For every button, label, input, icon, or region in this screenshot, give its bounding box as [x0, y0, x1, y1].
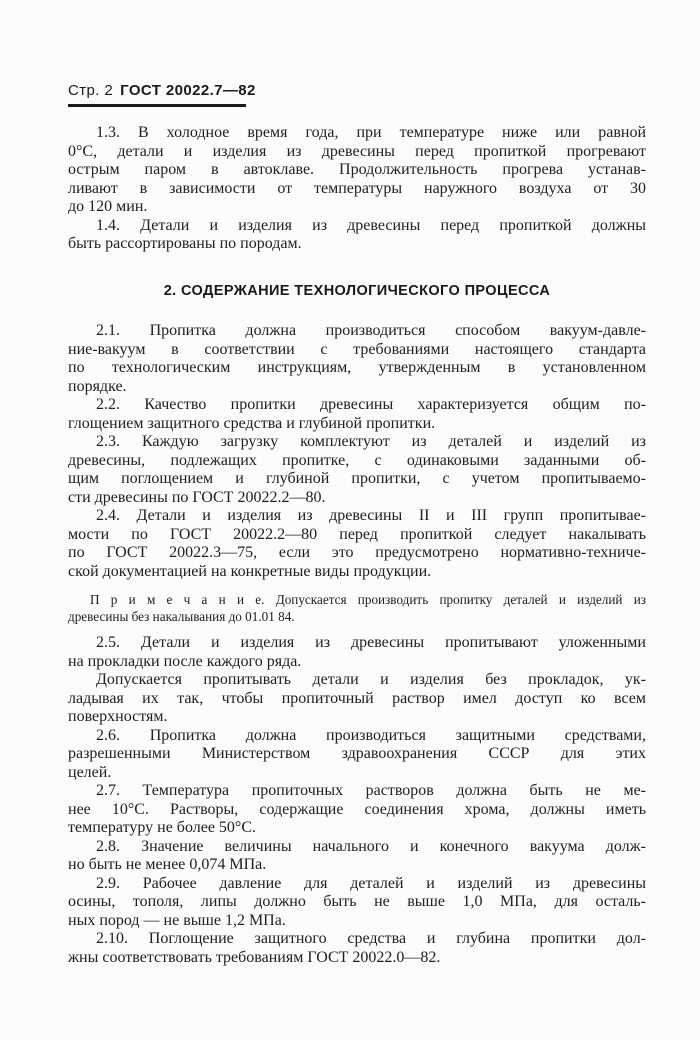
text-line: но быть не менее 0,074 МПа. — [68, 856, 267, 873]
text-line: ных пород — не выше 1,2 МПа. — [68, 911, 286, 929]
text-line: по ГОСТ 20022.3—75, если это предусмотрено нормативно-техниче- — [68, 544, 646, 561]
text-line: 2.9. Рабочее давление для деталей и изделий из древесины — [96, 874, 646, 892]
text-line: по технологическим инструкциям, утвержденным в установленном — [68, 359, 646, 376]
body-paragraph — [68, 124, 646, 217]
text-line: П р и м е ч а н и е. Допускается производить пропитку деталей и изделий из — [90, 592, 646, 607]
text-line: 2.2. Качество пропитки древесины характеризуется общим по- — [96, 396, 646, 413]
body-paragraph — [68, 782, 646, 838]
text-line: ладывая их так, чтобы пропиточный раствор имел доступ ко всем — [68, 689, 646, 707]
document-body — [68, 124, 646, 967]
body-paragraph — [68, 322, 646, 396]
text-line: острым паром в автоклаве. Продолжительность прогрева устанав- — [68, 161, 646, 178]
page-header — [68, 82, 256, 99]
text-line: до 120 мин. — [68, 198, 148, 215]
text-line: быть рассортированы по породам. — [68, 235, 302, 252]
text-line: щим поглощением и глубиной пропитки, с учетом пропитываемо- — [68, 470, 646, 487]
text-line: 2.10. Поглощение защитного средства и глубина пропитки дол- — [96, 930, 646, 947]
body-paragraph — [68, 433, 646, 507]
body-paragraph — [68, 671, 646, 727]
text-line: древесины, подлежащих пропитке, с одинаковыми заданными об- — [68, 451, 646, 469]
body-paragraph — [68, 507, 646, 581]
text-line: на прокладки после каждого ряда. — [68, 652, 302, 670]
text-line: разрешенными Министерством здравоохранения СССР для этих — [68, 745, 646, 762]
body-paragraph — [68, 838, 646, 875]
text-line: жны соответствовать требованиям ГОСТ 20022.0—82. — [68, 948, 441, 966]
text-line: температуру не более 50°С. — [68, 819, 256, 836]
text-line: поверхностям. — [68, 708, 168, 725]
body-paragraph — [68, 634, 646, 671]
text-line: 2.6. Пропитка должна производиться защитными средствами, — [96, 726, 646, 744]
text-line: ние-вакуум в соответствии с требованиями настоящего стандарта — [68, 340, 646, 358]
text-line: глощением защитного средства и глубиной пропитки. — [68, 414, 436, 432]
body-paragraph — [68, 727, 646, 783]
text-line: 2.7. Температура пропиточных растворов должна быть не ме- — [96, 782, 646, 799]
body-paragraph — [68, 875, 646, 931]
text-line: 2.4. Детали и изделия из древесины II и III групп пропитывае- — [96, 507, 646, 524]
text-line: нее 10°С. Растворы, содержащие соединения хрома, должны иметь — [68, 800, 646, 818]
body-paragraph — [68, 930, 646, 967]
header-underline-rule — [68, 104, 246, 107]
text-line: мости по ГОСТ 20022.2—80 перед пропиткой следует накалывать — [68, 525, 646, 543]
text-line: 1.3. В холодное время года, при температуре ниже или равной — [96, 124, 646, 141]
text-line: сти древесины по ГОСТ 20022.2—80. — [68, 488, 326, 506]
page-number-label: Стр. 2 — [68, 82, 114, 99]
standard-number-label: ГОСТ 20022.7—82 — [120, 82, 256, 99]
body-paragraph — [68, 396, 646, 433]
text-line: порядке. — [68, 377, 127, 395]
note-paragraph — [68, 591, 646, 625]
text-line: ливают в зависимости от температуры наружного воздуха от 30 — [68, 179, 646, 197]
text-line: Допускается пропитывать детали и изделия без прокладок, ук- — [96, 671, 646, 688]
text-line: осины, тополя, липы должно быть не выше 1,0 МПа, для осталь- — [68, 893, 646, 910]
text-line: 2.5. Детали и изделия из древесины пропитывают уложенными — [96, 634, 646, 651]
text-line: 0°С, детали и изделия из древесины перед пропиткой прогревают — [68, 142, 646, 160]
text-line: 1.4. Детали и изделия из древесины перед пропиткой должны — [96, 216, 646, 234]
text-line: целей. — [68, 763, 112, 781]
text-line: 2.3. Каждую загрузку комплектуют из деталей и изделий из — [96, 433, 646, 450]
body-paragraph — [68, 217, 646, 254]
text-line: древесины без накалывания до 01.01 84. — [68, 609, 295, 624]
text-line: 2.1. Пропитка должна производиться способом вакуум-давле- — [96, 322, 646, 339]
text-line: ской документацией на конкретные виды продукции. — [68, 562, 432, 580]
section-heading: 2. СОДЕРЖАНИЕ ТЕХНОЛОГИЧЕСКОГО ПРОЦЕССА — [163, 282, 551, 299]
text-line: 2.8. Значение величины начального и конечного вакуума долж- — [96, 837, 646, 855]
